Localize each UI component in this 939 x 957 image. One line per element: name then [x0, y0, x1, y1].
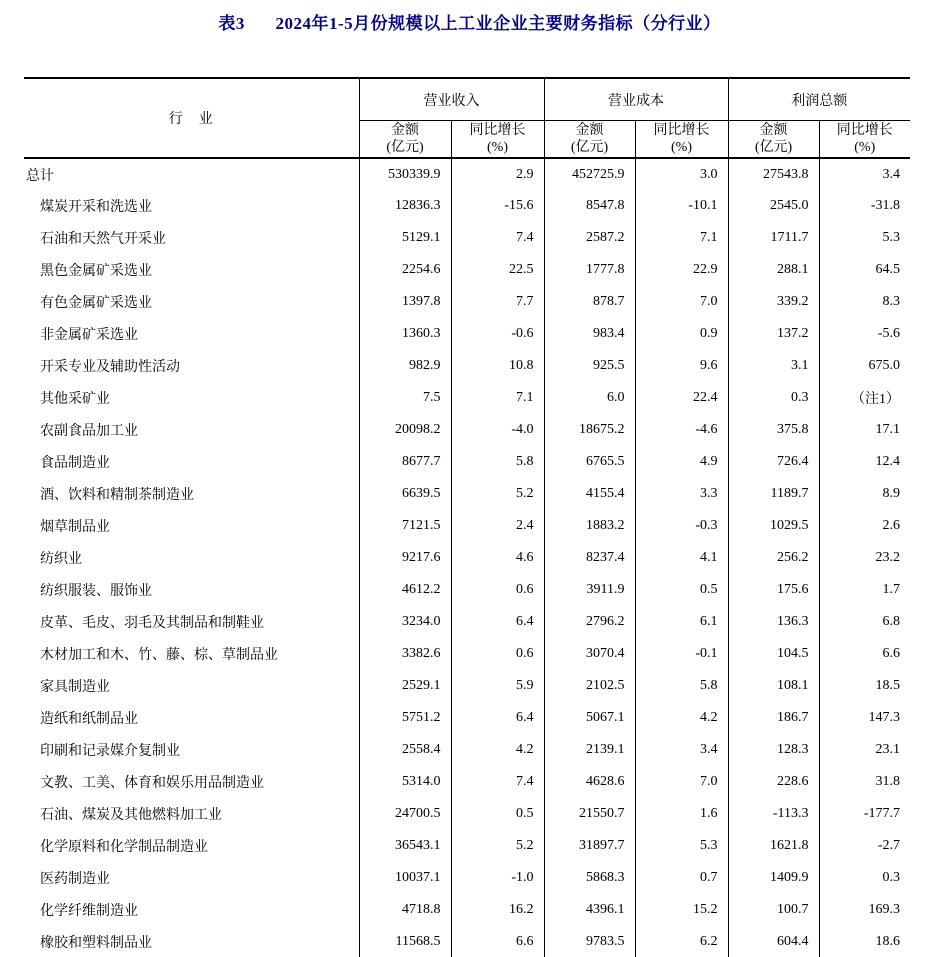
table-row	[24, 894, 910, 926]
value-cell: 18675.2	[544, 414, 635, 446]
value-cell: -10.1	[635, 190, 728, 222]
subheader-cost-amount	[544, 121, 635, 159]
value-cell: 0.9	[635, 318, 728, 350]
table-row	[24, 606, 910, 638]
value-cell: 1189.7	[728, 478, 819, 510]
value-cell: 27543.8	[728, 158, 819, 190]
value-cell: 7121.5	[359, 510, 451, 542]
value-cell: 23.2	[819, 542, 910, 574]
value-cell: 4.2	[635, 702, 728, 734]
value-cell: 8.9	[819, 478, 910, 510]
value-cell: 925.5	[544, 350, 635, 382]
industry-cell: 酒、饮料和精制茶制造业	[40, 488, 194, 503]
value-cell: 1409.9	[728, 862, 819, 894]
subheader-amount-label: 金额	[391, 123, 419, 138]
industry-cell: 文教、工美、体育和娱乐用品制造业	[40, 776, 264, 791]
value-cell: 22.9	[635, 254, 728, 286]
value-cell: 8.3	[819, 286, 910, 318]
table-row	[24, 830, 910, 862]
value-cell: 3.4	[635, 734, 728, 766]
value-cell: 6.0	[544, 382, 635, 414]
table-row	[24, 734, 910, 766]
value-cell: 10037.1	[359, 862, 451, 894]
subheader-growth-label: 同比增长	[653, 123, 710, 138]
value-cell: 6.2	[635, 926, 728, 957]
value-cell: 675.0	[819, 350, 910, 382]
value-cell: 0.6	[451, 638, 544, 670]
value-cell: 3.0	[635, 158, 728, 190]
value-cell: 2529.1	[359, 670, 451, 702]
subheader-revenue-growth	[451, 121, 544, 159]
subheader-amount-label: 金额	[575, 123, 604, 138]
value-cell: 7.4	[451, 766, 544, 798]
subheader-profit-amount	[728, 121, 819, 159]
industry-cell: 橡胶和塑料制品业	[40, 936, 152, 951]
table-row	[24, 766, 910, 798]
industry-cell: 化学原料和化学制品制造业	[40, 840, 208, 855]
value-cell: 10.8	[451, 350, 544, 382]
value-cell: 22.4	[635, 382, 728, 414]
value-cell: 982.9	[359, 350, 451, 382]
value-cell: 31897.7	[544, 830, 635, 862]
industry-cell: 石油和天然气开采业	[40, 232, 166, 247]
value-cell: 2545.0	[728, 190, 819, 222]
value-cell: 4155.4	[544, 478, 635, 510]
industry-cell: 纺织业	[40, 552, 82, 567]
table-row	[24, 190, 910, 222]
value-cell: 5.9	[451, 670, 544, 702]
value-cell: 2139.1	[544, 734, 635, 766]
value-cell: 3.1	[728, 350, 819, 382]
table-row	[24, 638, 910, 670]
table-body	[24, 158, 910, 957]
value-cell: 5.2	[451, 830, 544, 862]
group-header-operating-revenue: 营业收入	[359, 78, 544, 121]
value-cell: 4628.6	[544, 766, 635, 798]
table-row	[24, 222, 910, 254]
value-cell: 31.8	[819, 766, 910, 798]
value-cell: -2.7	[819, 830, 910, 862]
value-cell: 147.3	[819, 702, 910, 734]
value-cell: 23.1	[819, 734, 910, 766]
value-cell: 7.1	[451, 382, 544, 414]
value-cell: 1.6	[635, 798, 728, 830]
table-row	[24, 286, 910, 318]
table-row	[24, 478, 910, 510]
industry-cell: 石油、煤炭及其他燃料加工业	[40, 808, 222, 823]
value-cell: -0.6	[451, 318, 544, 350]
industry-cell: 造纸和纸制品业	[40, 712, 138, 727]
table-row	[24, 158, 910, 190]
value-cell: 0.5	[635, 574, 728, 606]
value-cell: 2254.6	[359, 254, 451, 286]
value-cell: -5.6	[819, 318, 910, 350]
subheader-growth-label: 同比增长	[469, 123, 526, 138]
industry-cell: 煤炭开采和洗选业	[40, 200, 152, 215]
value-cell: 7.7	[451, 286, 544, 318]
value-cell: 4.9	[635, 446, 728, 478]
value-cell: 5751.2	[359, 702, 451, 734]
value-cell: 8237.4	[544, 542, 635, 574]
value-cell: 0.3	[819, 862, 910, 894]
subheader-growth-unit: (%)	[671, 140, 692, 155]
value-cell: 16.2	[451, 894, 544, 926]
subheader-profit-growth	[819, 121, 910, 159]
value-cell: 3234.0	[359, 606, 451, 638]
subheader-growth-unit: (%)	[487, 140, 508, 155]
subheader-cost-growth	[635, 121, 728, 159]
value-cell: -1.0	[451, 862, 544, 894]
value-cell: -113.3	[728, 798, 819, 830]
value-cell: 0.5	[451, 798, 544, 830]
value-cell: 4396.1	[544, 894, 635, 926]
value-cell: 1883.2	[544, 510, 635, 542]
value-cell: 5.2	[451, 478, 544, 510]
value-cell: 339.2	[728, 286, 819, 318]
value-cell: 0.3	[728, 382, 819, 414]
value-cell: （注1）	[819, 382, 910, 414]
value-cell: 726.4	[728, 446, 819, 478]
industry-cell: 纺织服装、服饰业	[40, 584, 152, 599]
value-cell: 7.4	[451, 222, 544, 254]
value-cell: 2.9	[451, 158, 544, 190]
value-cell: 3382.6	[359, 638, 451, 670]
value-cell: 2558.4	[359, 734, 451, 766]
value-cell: 18.6	[819, 926, 910, 957]
industry-cell: 印刷和记录媒介复制业	[40, 744, 180, 759]
value-cell: 6.4	[451, 702, 544, 734]
value-cell: 1777.8	[544, 254, 635, 286]
value-cell: 6639.5	[359, 478, 451, 510]
value-cell: 1360.3	[359, 318, 451, 350]
industry-cell: 农副食品加工业	[40, 424, 138, 439]
subheader-amount-unit: (亿元)	[386, 140, 424, 155]
subheader-growth-unit: (%)	[854, 140, 876, 155]
value-cell: 1711.7	[728, 222, 819, 254]
table-header	[24, 78, 910, 158]
value-cell: 137.2	[728, 318, 819, 350]
value-cell: -0.1	[635, 638, 728, 670]
page-title	[0, 9, 939, 34]
value-cell: 9217.6	[359, 542, 451, 574]
value-cell: 3070.4	[544, 638, 635, 670]
value-cell: 21550.7	[544, 798, 635, 830]
table-row	[24, 382, 910, 414]
value-cell: 604.4	[728, 926, 819, 957]
industry-cell: 化学纤维制造业	[40, 904, 138, 919]
table-row	[24, 702, 910, 734]
value-cell: 8547.8	[544, 190, 635, 222]
value-cell: 15.2	[635, 894, 728, 926]
table-row	[24, 670, 910, 702]
value-cell: 5314.0	[359, 766, 451, 798]
group-header-total-profit: 利润总额	[728, 78, 910, 121]
value-cell: -4.0	[451, 414, 544, 446]
value-cell: 3.3	[635, 478, 728, 510]
value-cell: 36543.1	[359, 830, 451, 862]
industry-cell: 有色金属矿采选业	[40, 296, 152, 311]
subheader-amount-unit: (亿元)	[754, 140, 793, 155]
value-cell: 8677.7	[359, 446, 451, 478]
industry-financial-table	[24, 77, 910, 957]
value-cell: 5868.3	[544, 862, 635, 894]
industry-cell: 木材加工和木、竹、藤、棕、草制品业	[40, 648, 278, 663]
table-row	[24, 350, 910, 382]
table-row	[24, 574, 910, 606]
table-title-text: 2024年1-5月份规模以上工业企业主要财务指标（分行业）	[275, 14, 721, 33]
value-cell: 6.8	[819, 606, 910, 638]
value-cell: 1.7	[819, 574, 910, 606]
value-cell: -4.6	[635, 414, 728, 446]
industry-cell: 家具制造业	[40, 680, 110, 695]
table-row	[24, 318, 910, 350]
table-row	[24, 254, 910, 286]
value-cell: 5129.1	[359, 222, 451, 254]
table-row	[24, 510, 910, 542]
value-cell: 7.0	[635, 286, 728, 318]
value-cell: -15.6	[451, 190, 544, 222]
value-cell: 17.1	[819, 414, 910, 446]
value-cell: 18.5	[819, 670, 910, 702]
value-cell: 530339.9	[359, 158, 451, 190]
subheader-revenue-amount	[359, 121, 451, 159]
value-cell: 186.7	[728, 702, 819, 734]
value-cell: 4718.8	[359, 894, 451, 926]
industry-cell: 非金属矿采选业	[40, 328, 138, 343]
value-cell: 288.1	[728, 254, 819, 286]
value-cell: 0.7	[635, 862, 728, 894]
value-cell: 11568.5	[359, 926, 451, 957]
table-row	[24, 798, 910, 830]
subheader-amount-unit: (亿元)	[570, 140, 609, 155]
value-cell: 100.7	[728, 894, 819, 926]
value-cell: 2.4	[451, 510, 544, 542]
table-row	[24, 446, 910, 478]
value-cell: 24700.5	[359, 798, 451, 830]
value-cell: 228.6	[728, 766, 819, 798]
value-cell: 6.1	[635, 606, 728, 638]
value-cell: 175.6	[728, 574, 819, 606]
value-cell: 9783.5	[544, 926, 635, 957]
value-cell: 20098.2	[359, 414, 451, 446]
value-cell: 4612.2	[359, 574, 451, 606]
value-cell: 169.3	[819, 894, 910, 926]
industry-cell: 烟草制品业	[40, 520, 110, 535]
value-cell: 2796.2	[544, 606, 635, 638]
value-cell: 1397.8	[359, 286, 451, 318]
table-row	[24, 414, 910, 446]
value-cell: 4.1	[635, 542, 728, 574]
value-cell: 22.5	[451, 254, 544, 286]
value-cell: -177.7	[819, 798, 910, 830]
industry-cell: 总计	[26, 168, 54, 184]
industry-cell: 皮革、毛皮、羽毛及其制品和制鞋业	[40, 616, 264, 631]
industry-cell: 开采专业及辅助性活动	[40, 360, 180, 375]
value-cell: -31.8	[819, 190, 910, 222]
value-cell: 4.6	[451, 542, 544, 574]
value-cell: 5067.1	[544, 702, 635, 734]
value-cell: 2587.2	[544, 222, 635, 254]
value-cell: 6.4	[451, 606, 544, 638]
value-cell: 2102.5	[544, 670, 635, 702]
value-cell: 128.3	[728, 734, 819, 766]
value-cell: 6765.5	[544, 446, 635, 478]
value-cell: 6.6	[819, 638, 910, 670]
value-cell: 2.6	[819, 510, 910, 542]
industry-column-header: 行 业	[24, 78, 359, 158]
value-cell: 12.4	[819, 446, 910, 478]
value-cell: 878.7	[544, 286, 635, 318]
value-cell: 4.2	[451, 734, 544, 766]
group-header-operating-cost: 营业成本	[544, 78, 728, 121]
value-cell: 64.5	[819, 254, 910, 286]
table-number: 表3	[218, 14, 245, 33]
value-cell: 136.3	[728, 606, 819, 638]
value-cell: 452725.9	[544, 158, 635, 190]
table-row	[24, 926, 910, 957]
value-cell: -0.3	[635, 510, 728, 542]
value-cell: 6.6	[451, 926, 544, 957]
value-cell: 5.8	[451, 446, 544, 478]
value-cell: 1621.8	[728, 830, 819, 862]
subheader-growth-label: 同比增长	[836, 123, 893, 138]
subheader-amount-label: 金额	[759, 123, 788, 138]
industry-cell: 食品制造业	[40, 456, 110, 471]
industry-cell: 其他采矿业	[40, 392, 110, 407]
value-cell: 3.4	[819, 158, 910, 190]
value-cell: 256.2	[728, 542, 819, 574]
table-row	[24, 542, 910, 574]
value-cell: 7.1	[635, 222, 728, 254]
value-cell: 0.6	[451, 574, 544, 606]
value-cell: 5.8	[635, 670, 728, 702]
value-cell: 108.1	[728, 670, 819, 702]
value-cell: 3911.9	[544, 574, 635, 606]
value-cell: 7.5	[359, 382, 451, 414]
table-row	[24, 862, 910, 894]
value-cell: 7.0	[635, 766, 728, 798]
value-cell: 1029.5	[728, 510, 819, 542]
value-cell: 12836.3	[359, 190, 451, 222]
value-cell: 9.6	[635, 350, 728, 382]
value-cell: 5.3	[635, 830, 728, 862]
value-cell: 375.8	[728, 414, 819, 446]
value-cell: 5.3	[819, 222, 910, 254]
value-cell: 983.4	[544, 318, 635, 350]
industry-cell: 黑色金属矿采选业	[40, 264, 152, 279]
industry-cell: 医药制造业	[40, 872, 110, 887]
value-cell: 104.5	[728, 638, 819, 670]
